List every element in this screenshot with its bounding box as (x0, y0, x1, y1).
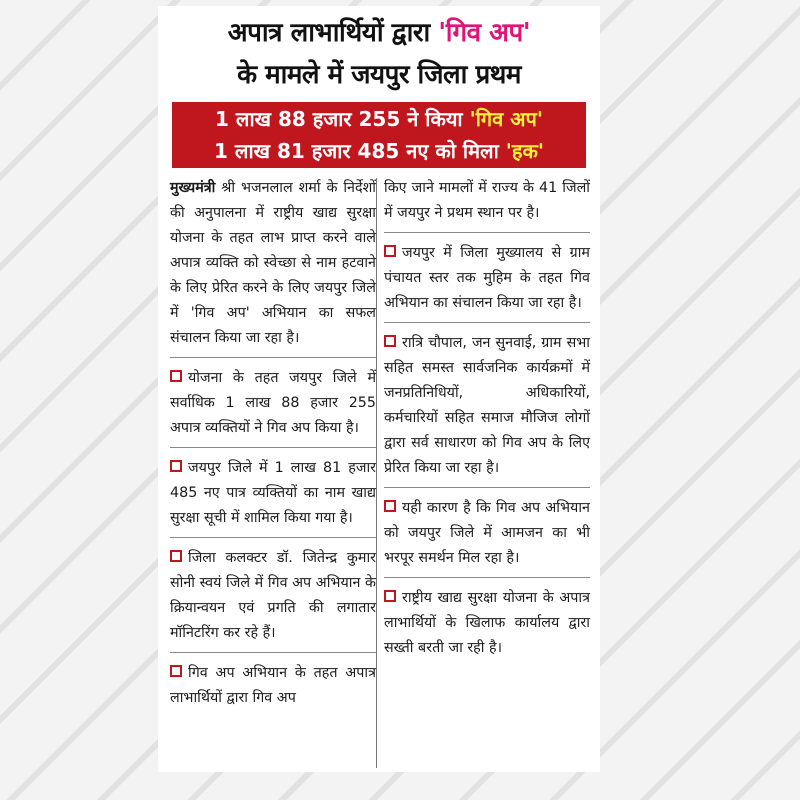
intro-text: श्री भजनलाल शर्मा के निर्देशों की अनुपालना में राष्ट्रीय खाद्य सुरक्षा योजना के तहत लाभ प्राप्त करने वाले अपात्र व्यक्ति को स्वेच्छा से नाम हटवाने के लिए प्रेरित करने के लिए जयपुर जिले में 'गिव अप' अभियान का सफल संचालन किया जा रहा है। (170, 180, 376, 346)
band-line-1-highlight: 'गिव अप' (469, 107, 543, 131)
divider (170, 357, 376, 358)
divider (170, 652, 376, 653)
right-point-3 (384, 496, 590, 571)
divider (170, 447, 376, 448)
continuation-paragraph: किए जाने मामलों में राज्य के 41 जिलों में जयपुर ने प्रथम स्थान पर है। (384, 180, 590, 221)
divider (384, 487, 590, 488)
headline (158, 12, 600, 96)
right-point-1-text: जयपुर में जिला मुख्यालय से ग्राम पंचायत स्तर तक मुहिम के तहत गिव अभियान का संचालन किया जा रहा है। (384, 245, 590, 311)
headline-line-1 (158, 12, 600, 54)
divider (384, 232, 590, 233)
right-column (384, 176, 590, 661)
right-point-4 (384, 586, 590, 661)
left-point-1-text: योजना के तहत जयपुर जिले में सर्वाधिक 1 लाख 88 हजार 255 अपात्र व्यक्तियों ने गिव अप किया है। (170, 370, 376, 436)
square-bullet-icon (170, 550, 182, 562)
band-line-2 (172, 135, 586, 167)
intro-paragraph (170, 176, 376, 351)
divider (170, 537, 376, 538)
band-line-1 (172, 103, 586, 135)
left-point-2 (170, 456, 376, 531)
column-divider (376, 178, 377, 768)
left-point-3-text: जिला कलक्टर डॉ. जितेन्द्र कुमार सोनी स्वयं जिले में गिव अप अभियान के क्रियान्वयन एवं प्रगति की लगातार मॉनिटरिंग कर रहे हैं। (170, 550, 376, 641)
right-point-4-text: राष्ट्रीय खाद्य सुरक्षा योजना के अपात्र लाभार्थियों के खिलाफ कार्यालय द्वारा सख्ती बरती जा रही है। (384, 590, 590, 656)
square-bullet-icon (170, 370, 182, 382)
right-point-2 (384, 331, 590, 481)
left-point-4 (170, 661, 376, 711)
right-point-1 (384, 241, 590, 316)
right-point-2-text: रात्रि चौपाल, जन सुनवाई, ग्राम सभा सहित समस्त सार्वजनिक कार्यक्रमों में जनप्रतिनिधियों, अधिकारियों, कर्मचारियों सहित समाज मौजिज लोगों द्वारा सर्व साधारण को गिव अप के लिए प्रेरित किया जा रहा है। (384, 335, 590, 476)
square-bullet-icon (170, 460, 182, 472)
left-column (170, 176, 376, 711)
left-point-4-text: गिव अप अभियान के तहत अपात्र लाभार्थियों द्वारा गिव अप (170, 665, 376, 706)
right-point-3-text: यही कारण है कि गिव अप अभियान को जयपुर जिले में आमजन का भी भरपूर समर्थन मिल रहा है। (384, 500, 590, 566)
band-line-2-highlight: 'हक' (505, 139, 544, 163)
subheadline-band (172, 102, 586, 168)
headline-highlight: 'गिव अप' (438, 18, 531, 48)
left-point-3 (170, 546, 376, 646)
headline-line-2: के मामले में जयपुर जिला प्रथम (237, 60, 521, 90)
square-bullet-icon (384, 335, 396, 347)
square-bullet-icon (384, 590, 396, 602)
news-clipping (158, 6, 600, 772)
divider (384, 577, 590, 578)
divider (384, 322, 590, 323)
headline-line-1-text: अपात्र लाभार्थियों द्वारा (227, 18, 439, 48)
square-bullet-icon (170, 665, 182, 677)
square-bullet-icon (384, 245, 396, 257)
band-line-2-text: 1 लाख 81 हजार 485 नए को मिला (214, 139, 506, 163)
intro-lead: मुख्यमंत्री (170, 180, 216, 196)
left-point-2-text: जयपुर जिले में 1 लाख 81 हजार 485 नए पात्र व्यक्तियों का नाम खाद्य सुरक्षा सूची में शामिल किया गया है। (170, 460, 376, 526)
square-bullet-icon (384, 500, 396, 512)
band-line-1-text: 1 लाख 88 हजार 255 ने किया (215, 107, 470, 131)
left-point-1 (170, 366, 376, 441)
